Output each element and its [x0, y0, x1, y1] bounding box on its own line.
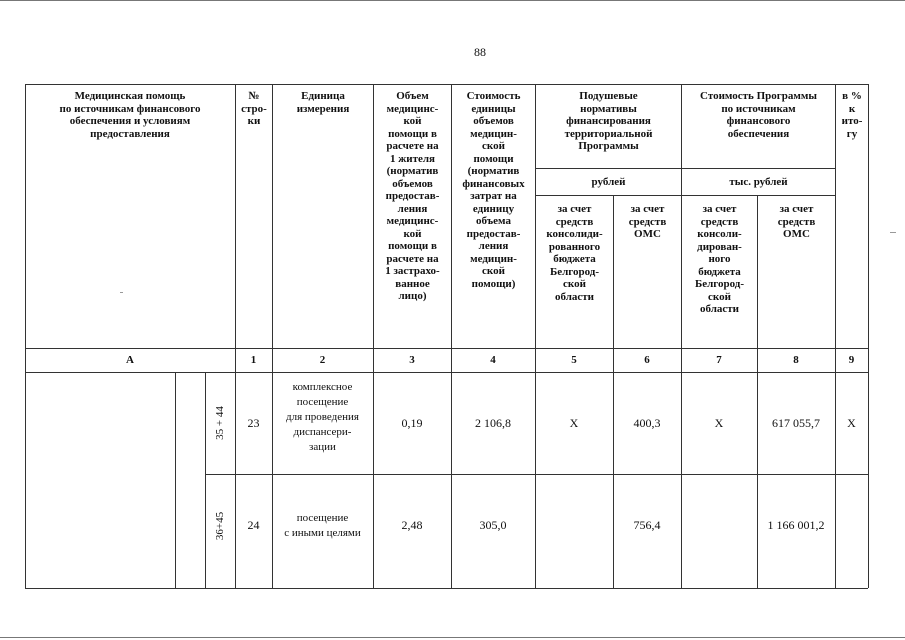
- row-line-number: 24: [247, 518, 260, 532]
- index-cell: 8: [793, 354, 799, 366]
- row-cost: 2 106,8: [475, 416, 511, 430]
- row-program-oms: 1 166 001,2: [767, 518, 825, 532]
- row-volume: 2,48: [401, 518, 423, 532]
- row-per-capita-budget: X: [569, 416, 579, 430]
- row-per-capita-oms: 756,4: [633, 518, 661, 532]
- row-unit: посещение с иными целями: [284, 512, 361, 539]
- header-unit-thousand-rub: тыс. рублей: [729, 176, 788, 188]
- row-per-capita-oms: 400,3: [633, 416, 661, 430]
- row-program-budget: X: [714, 416, 724, 430]
- row-program-oms: 617 055,7: [772, 416, 820, 430]
- header-per-capita: Подушевые нормативы финансирования территориальной Программы: [564, 90, 653, 152]
- index-cell: 4: [490, 354, 496, 366]
- index-cell: 6: [644, 354, 650, 366]
- header-program-oms: за счет средств ОМС: [777, 203, 816, 240]
- row-percent: X: [847, 416, 856, 430]
- index-cell: 1: [250, 354, 257, 366]
- index-cell: 5: [571, 354, 577, 366]
- header-unit-cost: Стоимость единицы объемов медицин- ской помощи (норматив финансовых затрат на единицу объема предостав- ления медицин- ской помощи): [462, 90, 525, 290]
- header-line-number: № стро- ки: [241, 90, 267, 127]
- header-per-capita-budget: за счет средств консолиди- рованного бюджета Белгород- ской области: [546, 203, 603, 303]
- header-unit-rub: рублей: [591, 176, 626, 188]
- header-program-budget: за счет средств консоли- дирован- ного бюджета Белгород- ской области: [694, 203, 745, 315]
- index-cell: 7: [716, 354, 722, 366]
- header-care-type: Медицинская помощь по источникам финансового обеспечения и условиям предоставления: [59, 90, 201, 140]
- row-cost: 305,0: [479, 518, 507, 532]
- index-cell: А: [126, 354, 134, 366]
- scan-speck: [890, 232, 896, 233]
- row-code: 35 + 44: [214, 406, 226, 440]
- header-volume: Объем медицинс- кой помощи в расчете на 1 жителя (норматив объемов предостав- ления медицинс- кой помощи в расчете на 1 застрахо- ванное лицо): [385, 90, 440, 302]
- row-volume: 0,19: [401, 416, 423, 430]
- header-percent: в % к ито- гу: [841, 90, 863, 140]
- row-line-number: 23: [247, 416, 260, 430]
- index-cell: 9: [848, 354, 855, 366]
- bottom-scan-edge: [0, 637, 905, 638]
- index-cell: 2: [319, 354, 326, 366]
- header-per-capita-oms: за счет средств ОМС: [628, 203, 667, 240]
- row-unit: комплексное посещение для проведения диспансери- зации: [286, 381, 359, 453]
- top-scan-edge: [0, 0, 905, 1]
- scan-speck: [120, 292, 123, 293]
- row-code: 36+45: [214, 511, 226, 541]
- page-number: 88: [474, 45, 486, 59]
- header-program-cost: Стоимость Программы по источникам финансового обеспечения: [700, 90, 817, 140]
- header-unit: Единица измерения: [296, 90, 350, 115]
- index-cell: 3: [409, 354, 415, 366]
